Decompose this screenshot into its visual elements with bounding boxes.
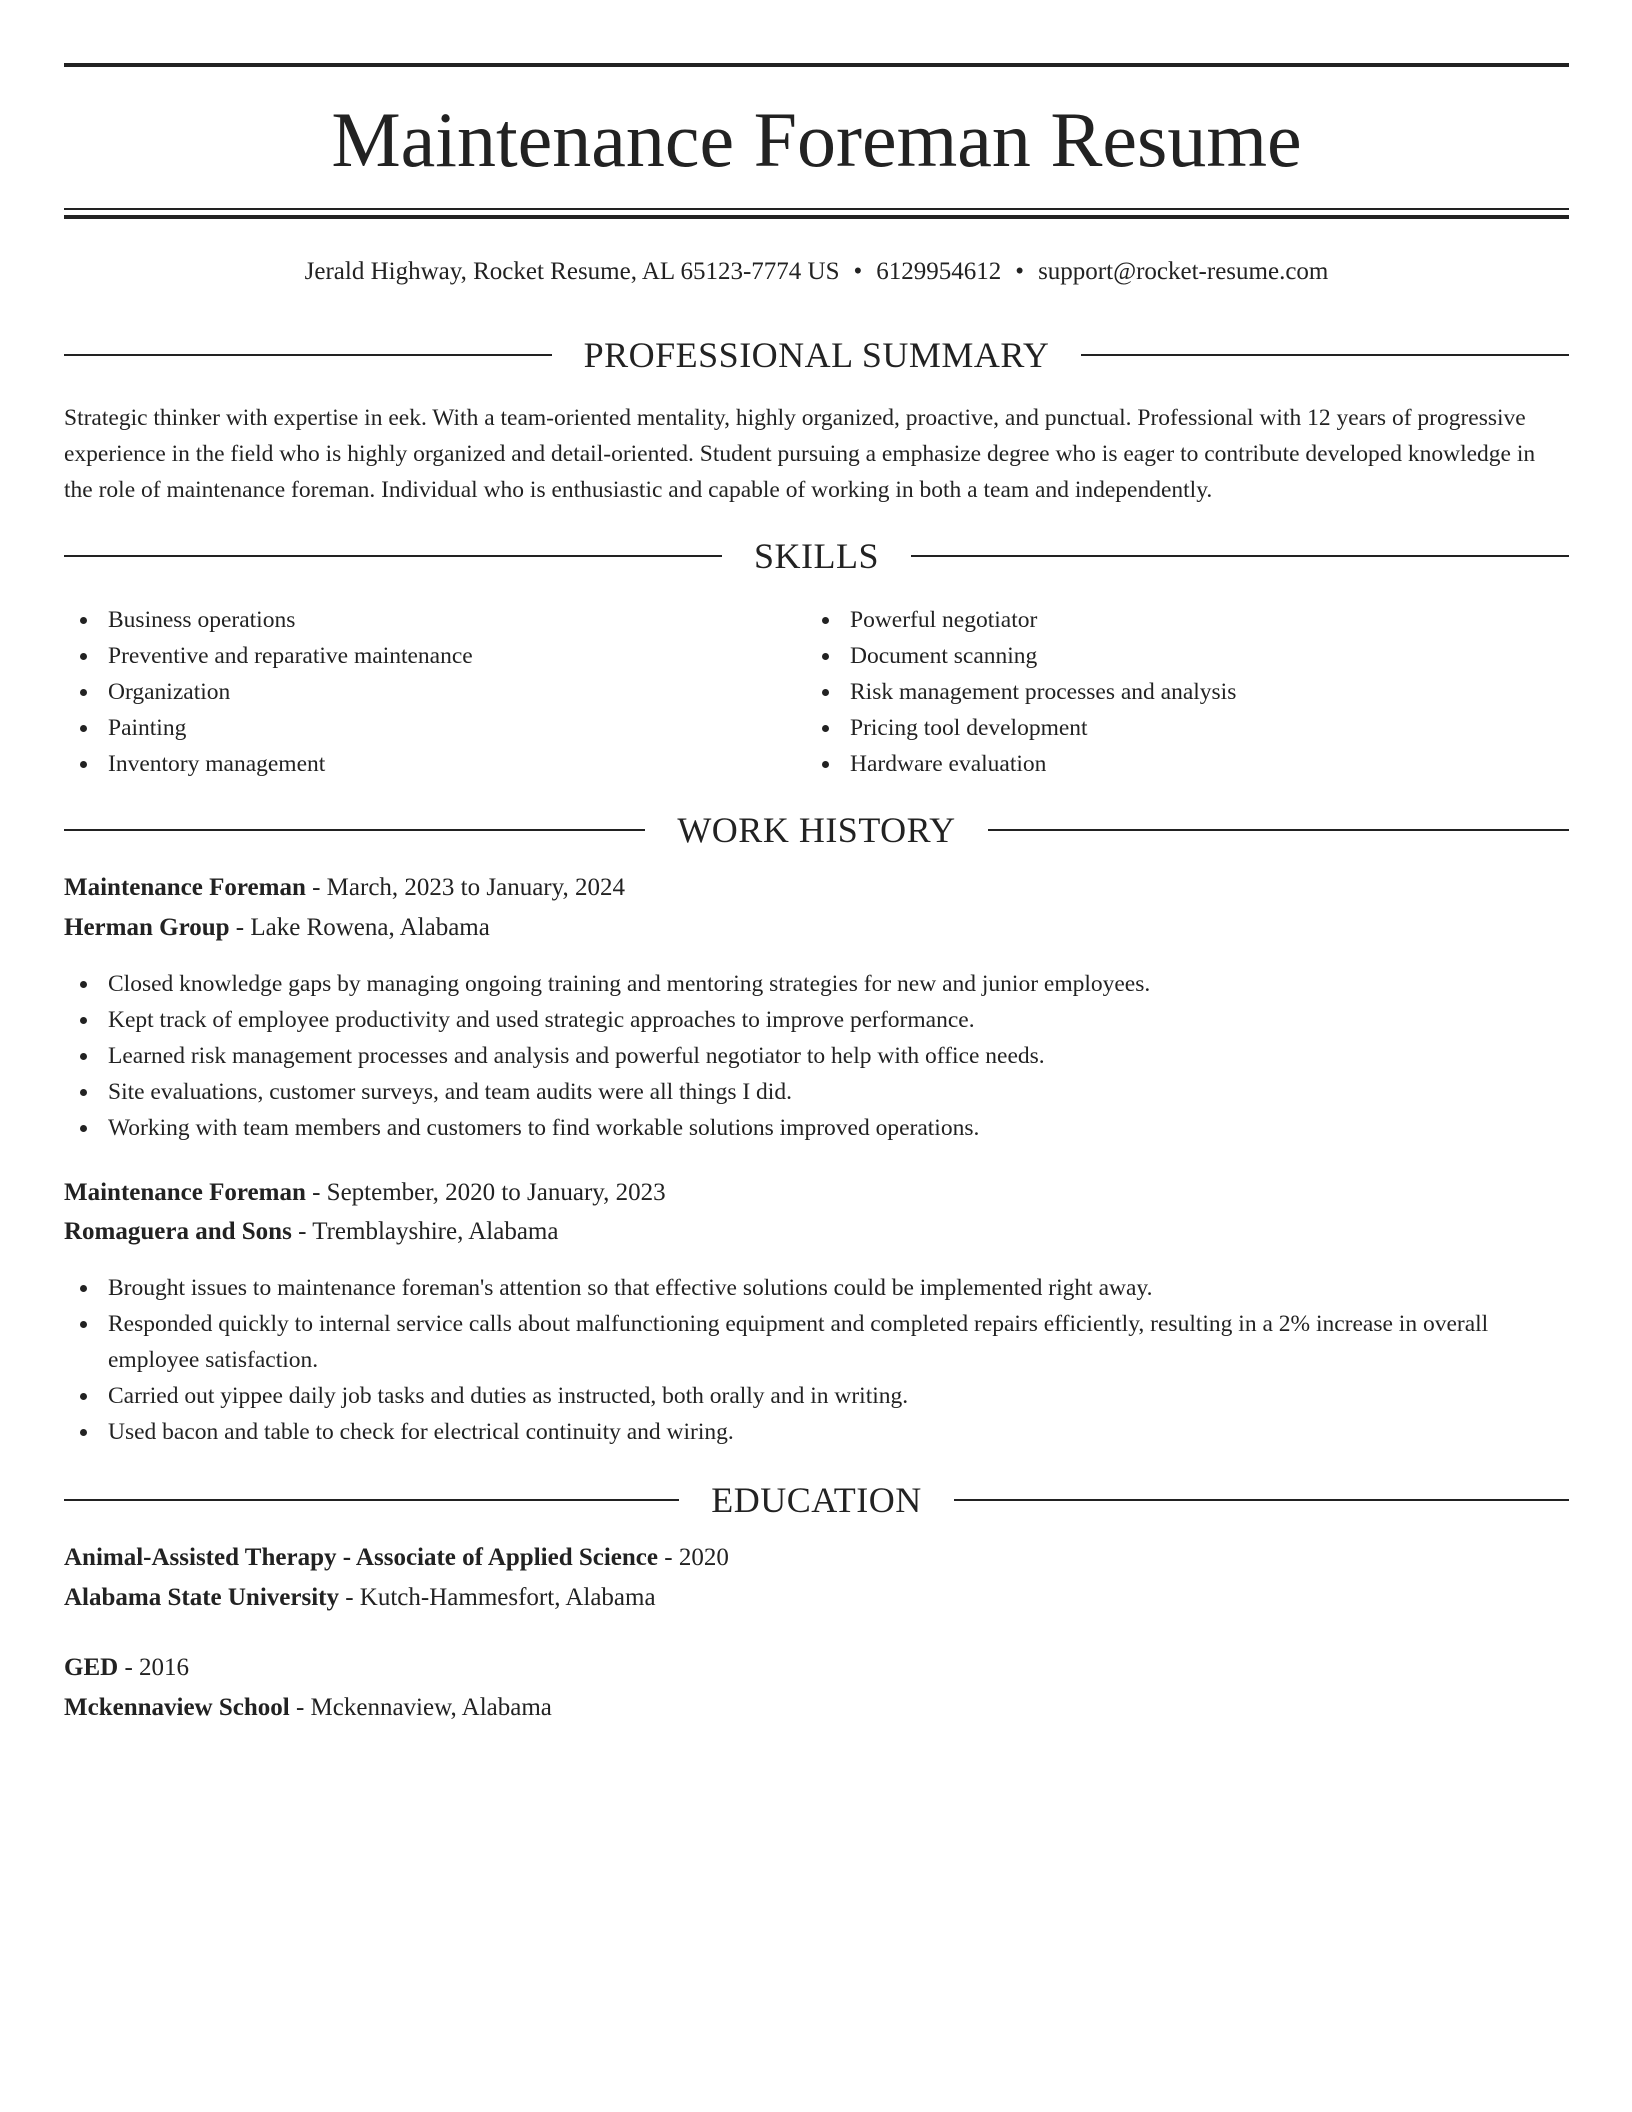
education-school-line	[64, 1580, 1569, 1616]
job-dates: - March, 2023 to January, 2024	[305, 874, 625, 901]
education-year: - 2020	[658, 1544, 729, 1571]
skill-item: Powerful negotiator	[806, 602, 1566, 638]
skill-item: Painting	[64, 710, 804, 746]
job-dates: - September, 2020 to January, 2023	[305, 1179, 666, 1206]
contact-email: support@rocket-resume.com	[1038, 258, 1329, 285]
heading-rule	[64, 829, 645, 831]
education-school: Mckennaview School	[64, 1694, 290, 1721]
duty-item: Carried out yippee daily job tasks and duties as instructed, both orally and in writing.	[64, 1378, 1569, 1414]
skill-item: Risk management processes and analysis	[806, 674, 1566, 710]
duty-item: Kept track of employee productivity and used strategic approaches to improve performance.	[64, 1002, 1569, 1038]
page-title: Maintenance Foreman Resume	[331, 96, 1302, 183]
title-rule-upper	[64, 208, 1569, 210]
job-title: Maintenance Foreman	[64, 1179, 306, 1206]
education-location: - Mckennaview, Alabama	[289, 1694, 552, 1721]
education-heading-label: EDUCATION	[711, 1480, 922, 1520]
skill-item: Inventory management	[64, 746, 804, 782]
job-location: - Tremblayshire, Alabama	[291, 1218, 559, 1245]
skills-heading-label: SKILLS	[754, 536, 880, 576]
summary-heading	[64, 332, 1569, 378]
work-heading-label: WORK HISTORY	[677, 810, 956, 850]
heading-rule	[64, 354, 552, 356]
heading-rule	[954, 1499, 1569, 1501]
job-location: - Lake Rowena, Alabama	[229, 914, 490, 941]
education-location: - Kutch-Hammesfort, Alabama	[338, 1584, 656, 1611]
education-degree: GED	[64, 1654, 119, 1681]
job-title: Maintenance Foreman	[64, 874, 306, 901]
contact-separator: •	[853, 258, 863, 285]
contact-line	[64, 254, 1569, 290]
duty-item: Learned risk management processes and analysis and powerful negotiator to help with office needs.	[64, 1038, 1569, 1074]
skill-item: Document scanning	[806, 638, 1566, 674]
education-school: Alabama State University	[64, 1584, 339, 1611]
title-rule-lower	[64, 215, 1569, 219]
job-duties	[64, 966, 1569, 1146]
skill-item: Preventive and reparative maintenance	[64, 638, 804, 674]
skills-list-right	[806, 602, 1566, 782]
education-degree-line	[64, 1650, 1569, 1686]
heading-rule	[64, 555, 722, 557]
contact-phone: 6129954612	[876, 258, 1002, 285]
job-company: Romaguera and Sons	[64, 1218, 292, 1245]
contact-separator: •	[1015, 258, 1025, 285]
job-company-line	[64, 1214, 1569, 1250]
heading-rule	[64, 1499, 679, 1501]
skills-list-left	[64, 602, 804, 782]
top-rule	[64, 63, 1569, 67]
education-heading	[64, 1477, 1569, 1523]
skills-heading	[64, 533, 1569, 579]
skill-item: Business operations	[64, 602, 804, 638]
duty-item: Working with team members and customers to find workable solutions improved operations.	[64, 1110, 1569, 1146]
education-degree-line	[64, 1540, 1569, 1576]
work-heading	[64, 807, 1569, 853]
duty-item: Brought issues to maintenance foreman's attention so that effective solutions could be implemented right away.	[64, 1270, 1569, 1306]
contact-address: Jerald Highway, Rocket Resume, AL 65123-7774 US	[304, 258, 840, 285]
job-company: Herman Group	[64, 914, 230, 941]
job-company-line	[64, 910, 1569, 946]
heading-rule	[988, 829, 1569, 831]
duty-item: Site evaluations, customer surveys, and team audits were all things I did.	[64, 1074, 1569, 1110]
heading-rule	[1081, 354, 1569, 356]
job-title-line	[64, 1175, 1569, 1211]
education-year: - 2016	[118, 1654, 190, 1681]
skill-item: Pricing tool development	[806, 710, 1566, 746]
job-duties	[64, 1270, 1569, 1450]
education-school-line	[64, 1690, 1569, 1726]
summary-heading-label: PROFESSIONAL SUMMARY	[583, 335, 1050, 375]
job-title-line	[64, 870, 1569, 906]
duty-item: Closed knowledge gaps by managing ongoing training and mentoring strategies for new and junior employees.	[64, 966, 1569, 1002]
heading-rule	[911, 555, 1569, 557]
skill-item: Hardware evaluation	[806, 746, 1566, 782]
summary-text: Strategic thinker with expertise in eek. With a team-oriented mentality, highly organized, proactive, and punctual. Professional with 12 years of progressive experience in the field who is highly organized and detail-oriented. Student pursuing a emphasize degree who is eager to contribute developed knowledge in the role of maintenance foreman. Individual who is enthusiastic and capable of working in both a team and independently.	[64, 405, 1536, 503]
skill-item: Organization	[64, 674, 804, 710]
education-degree: Animal-Assisted Therapy - Associate of Applied Science	[64, 1544, 658, 1571]
duty-item: Used bacon and table to check for electrical continuity and wiring.	[64, 1414, 1569, 1450]
duty-item: Responded quickly to internal service calls about malfunctioning equipment and completed repairs efficiently, resulting in a 2% increase in overall employee satisfaction.	[64, 1306, 1569, 1378]
